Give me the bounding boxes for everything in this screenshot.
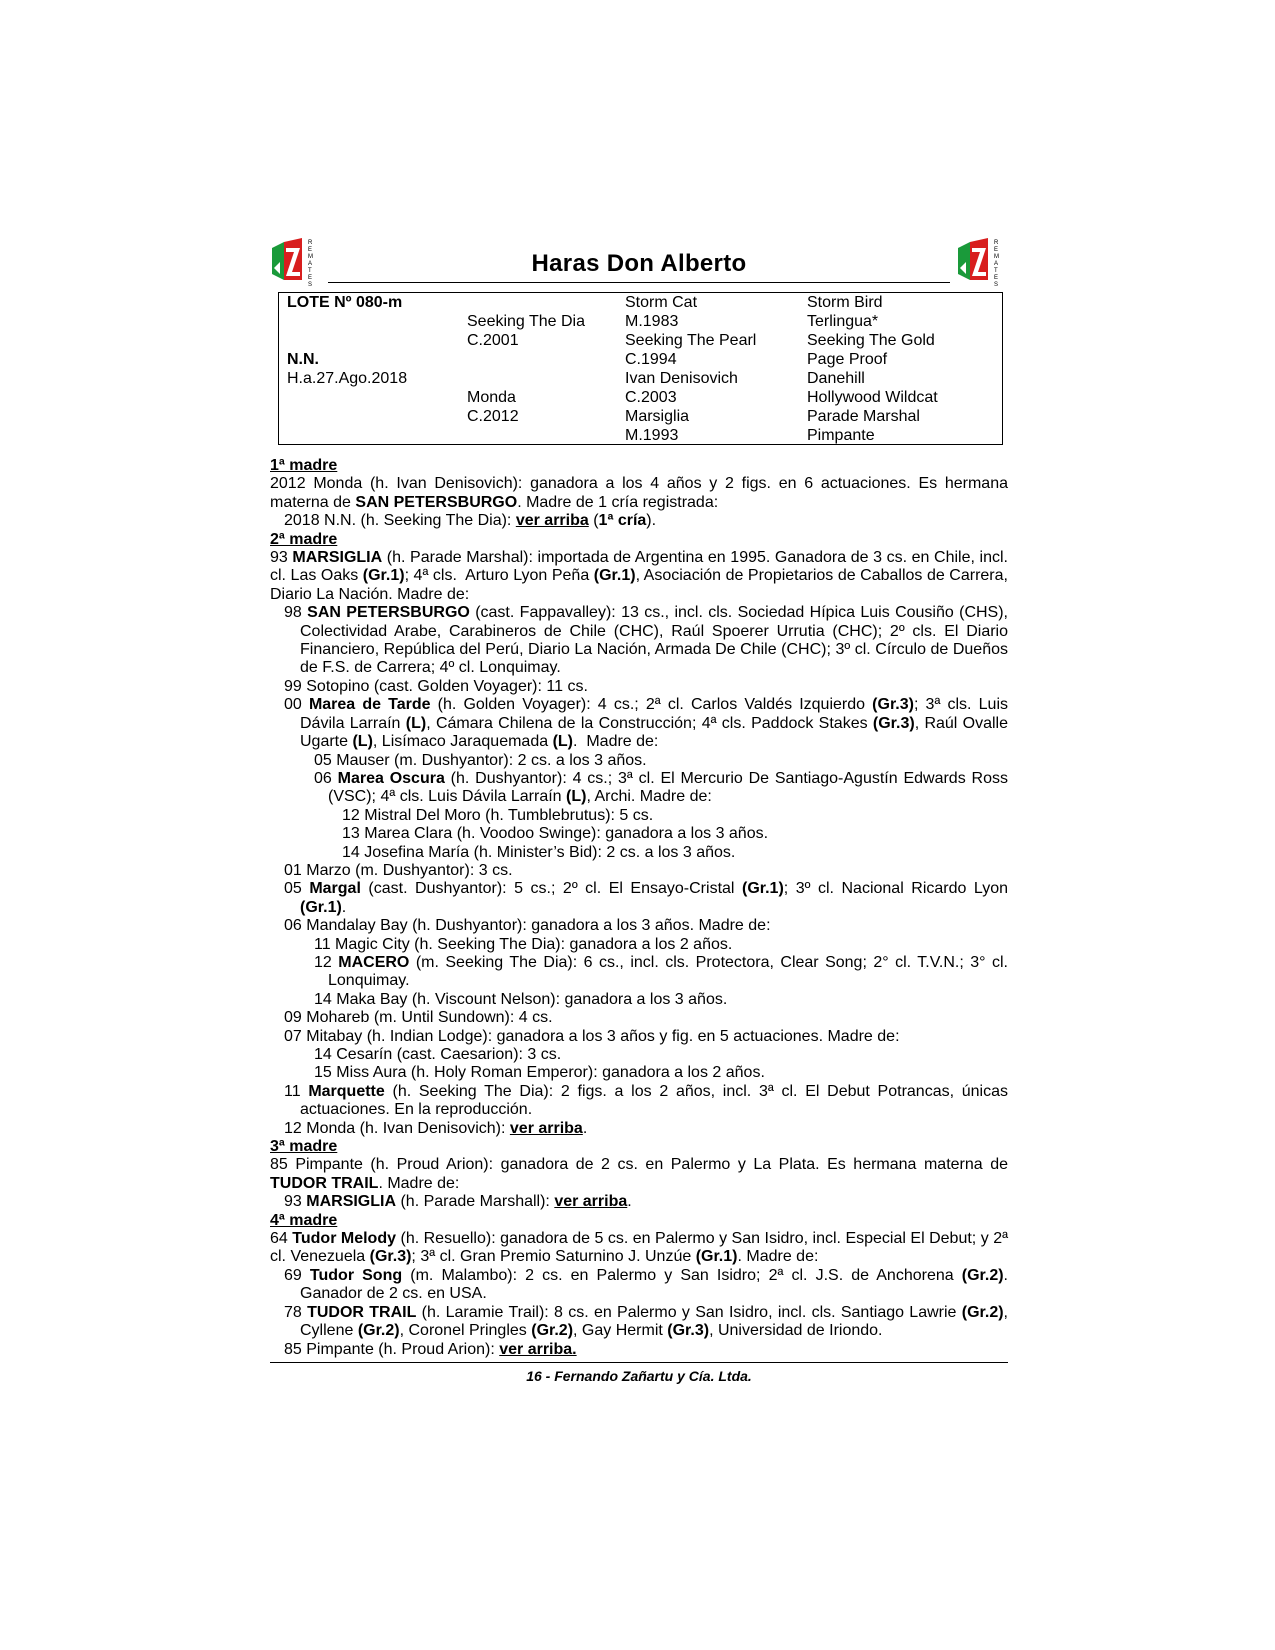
great-grandparent: Terlingua* [807, 313, 879, 330]
grandparent-year: C.2003 [625, 389, 677, 406]
grandparent-name: Ivan Denisovich [625, 370, 738, 387]
grandparent-year: M.1993 [625, 427, 679, 444]
svg-text:E: E [994, 275, 999, 281]
horse-birth: H.a.27.Ago.2018 [287, 370, 408, 387]
svg-text:S: S [308, 282, 313, 288]
remates-logo-icon [956, 234, 1008, 288]
horse-name: N.N. [287, 351, 319, 368]
list-item: 13 Marea Clara (h. Voodoo Swinge): ganadora a los 3 años. [342, 825, 769, 843]
list-item: 15 Miss Aura (h. Holy Roman Emperor): ganadora a los 2 años. [314, 1064, 765, 1082]
footer-divider [270, 1362, 1008, 1363]
grandparent-name: Storm Cat [625, 294, 698, 311]
great-grandparent: Page Proof [807, 351, 888, 368]
grandparent-name: Marsiglia [625, 408, 690, 425]
svg-text:A: A [994, 261, 999, 267]
grandparent-year: M.1983 [625, 313, 679, 330]
dam-name: Monda [467, 389, 516, 406]
list-item: 2018 N.N. (h. Seeking The Dia): ver arriba (1ª cría). [284, 512, 657, 530]
great-grandparent: Parade Marshal [807, 408, 920, 425]
paragraph: 64 Tudor Melody (h. Resuello): ganadora de 5 cs. en Palermo y San Isidro, incl. Especial El Debut; y 2ª cl. Venezuela (Gr.3); 3ª cl. Gran Premio Saturnino J. Unzúe (Gr.1). Madre de: [270, 1230, 1009, 1266]
page-title: Haras Don Alberto [531, 250, 747, 277]
list-item: 11 Marquette (h. Seeking The Dia): 2 figs. a los 2 años, incl. 3ª cl. El Debut Potrancas, únicas actuaciones. En la reproducción. [284, 1082, 1008, 1119]
great-grandparent: Pimpante [807, 427, 875, 444]
list-item: 14 Josefina María (h. Minister’s Bid): 2 cs. a los 3 años. [342, 843, 736, 861]
svg-text:E: E [308, 275, 313, 281]
svg-text:S: S [994, 282, 999, 288]
svg-text:E: E [994, 247, 999, 253]
section-heading: 4ª madre [270, 1211, 338, 1229]
lot-number: LOTE Nº 080-m [287, 294, 403, 311]
list-item: 06 Mandalay Bay (h. Dushyantor): ganadora a los 3 años. Madre de: [284, 917, 771, 935]
svg-text:T: T [308, 268, 312, 274]
list-item: 09 Mohareb (m. Until Sundown): 4 cs. [284, 1009, 553, 1027]
catalog-page [270, 230, 1008, 1359]
list-item: 93 MARSIGLIA (h. Parade Marshall): ver arriba. [284, 1193, 632, 1211]
pedigree-box [278, 292, 1003, 445]
section-heading: 2ª madre [270, 530, 338, 548]
list-item: 12 Monda (h. Ivan Denisovich): ver arriba. [284, 1119, 588, 1137]
list-item: 05 Mauser (m. Dushyantor): 2 cs. a los 3 años. [314, 751, 647, 769]
list-item: 12 MACERO (m. Seeking The Dia): 6 cs., incl. cls. Protectora, Clear Song; 2° cl. T.V.N.; 3° cl. Lonquimay. [314, 953, 1009, 990]
list-item: 07 Mitabay (h. Indian Lodge): ganadora a los 3 años y fig. en 5 actuaciones. Madre de: [284, 1027, 900, 1045]
list-item: 98 SAN PETERSBURGO (cast. Fappavalley): 13 cs., incl. cls. Sociedad Hípica Luis Cousiño (CHS), Colectividad Arabe, Carabineros de Chile (CHC), Raúl Spoerer Urrutia (CHC); 2º cls. El Diario Financiero, República del Perú, Diario La Nación, Armada De Chile (CHC); 3º cl. Círculo de Dueños de F.S. de Carrera; 4º cl. Lonquimay. [284, 604, 1008, 677]
section-heading: 1ª madre [270, 457, 338, 474]
page-footer: 16 - Fernando Zañartu y Cía. Ltda. [526, 1368, 752, 1384]
section-heading: 3ª madre [270, 1138, 338, 1156]
list-item: 69 Tudor Song (m. Malambo): 2 cs. en Palermo y San Isidro; 2ª cl. J.S. de Anchorena (Gr.2). Ganador de 2 cs. en USA. [284, 1266, 1008, 1303]
list-item: 85 Pimpante (h. Proud Arion): ver arriba. [284, 1340, 577, 1358]
sire-year: C.2001 [467, 332, 519, 349]
svg-text:A: A [308, 261, 313, 267]
list-item: 14 Maka Bay (h. Viscount Nelson): ganadora a los 3 años. [314, 990, 728, 1008]
family-notes [270, 457, 1008, 1359]
list-item: 01 Marzo (m. Dushyantor): 3 cs. [284, 861, 513, 879]
svg-text:T: T [994, 268, 998, 274]
title-divider [328, 282, 950, 283]
great-grandparent: Seeking The Gold [807, 332, 935, 349]
svg-text:M: M [994, 254, 999, 260]
paragraph: 85 Pimpante (h. Proud Arion): ganadora de 2 cs. en Palermo y La Plata. Es hermana materna de TUDOR TRAIL. Madre de: [270, 1156, 1008, 1192]
svg-text:M: M [308, 254, 313, 260]
svg-text:R: R [308, 240, 313, 246]
list-item: 78 TUDOR TRAIL (h. Laramie Trail): 8 cs. en Palermo y San Isidro, incl. cls. Santiago Lawrie (Gr.2), Cyllene (Gr.2), Coronel Pringles (Gr.2), Gay Hermit (Gr.3), Universidad de Iriondo. [284, 1303, 1008, 1340]
svg-text:R: R [994, 240, 999, 246]
great-grandparent: Hollywood Wildcat [807, 389, 938, 406]
list-item: 99 Sotopino (cast. Golden Voyager): 11 cs. [284, 677, 588, 695]
list-item: 11 Magic City (h. Seeking The Dia): ganadora a los 2 años. [314, 935, 733, 953]
remates-logo-icon [270, 234, 322, 288]
paragraph: 93 MARSIGLIA (h. Parade Marshal): importada de Argentina en 1995. Ganadora de 3 cs. en Chile, incl. cl. Las Oaks (Gr.1); 4ª cls. Arturo Lyon Peña (Gr.1), Asociación de Propietarios de Caballos de Carrera, Diario La Nación. Madre de: [270, 549, 1008, 603]
grandparent-name: Seeking The Pearl [625, 332, 757, 349]
great-grandparent: Storm Bird [807, 294, 883, 311]
paragraph: 2012 Monda (h. Ivan Denisovich): ganadora a los 4 años y 2 figs. en 6 actuaciones. Es hermana materna de SAN PETERSBURGO. Madre de 1 cría registrada: [270, 475, 1008, 511]
sire-name: Seeking The Dia [467, 313, 585, 330]
list-item: 12 Mistral Del Moro (h. Tumblebrutus): 5 cs. [342, 806, 654, 824]
great-grandparent: Danehill [807, 370, 865, 387]
svg-text:E: E [308, 247, 313, 253]
list-item: 14 Cesarín (cast. Caesarion): 3 cs. [314, 1046, 562, 1063]
page-header [270, 230, 1008, 286]
list-item: 05 Margal (cast. Dushyantor): 5 cs.; 2º cl. El Ensayo-Cristal (Gr.1); 3º cl. Nacional Ricardo Lyon (Gr.1). [284, 880, 1009, 916]
list-item: 06 Marea Oscura (h. Dushyantor): 4 cs.; 3ª cl. El Mercurio De Santiago-Agustín Edwards Ross (VSC); 4ª cls. Luis Dávila Larraín (L), Archi. Madre de: [314, 769, 1008, 806]
grandparent-year: C.1994 [625, 351, 677, 368]
dam-year: C.2012 [467, 408, 519, 425]
list-item: 00 Marea de Tarde (h. Golden Voyager): 4 cs.; 2ª cl. Carlos Valdés Izquierdo (Gr.3); 3ª cls. Luis Dávila Larraín (L), Cámara Chilena de la Construcción; 4ª cls. Paddock Stakes (Gr.3), Raúl Ovalle Ugarte (L), Lisímaco Jaraquemada (L). Madre de: [284, 696, 1009, 751]
